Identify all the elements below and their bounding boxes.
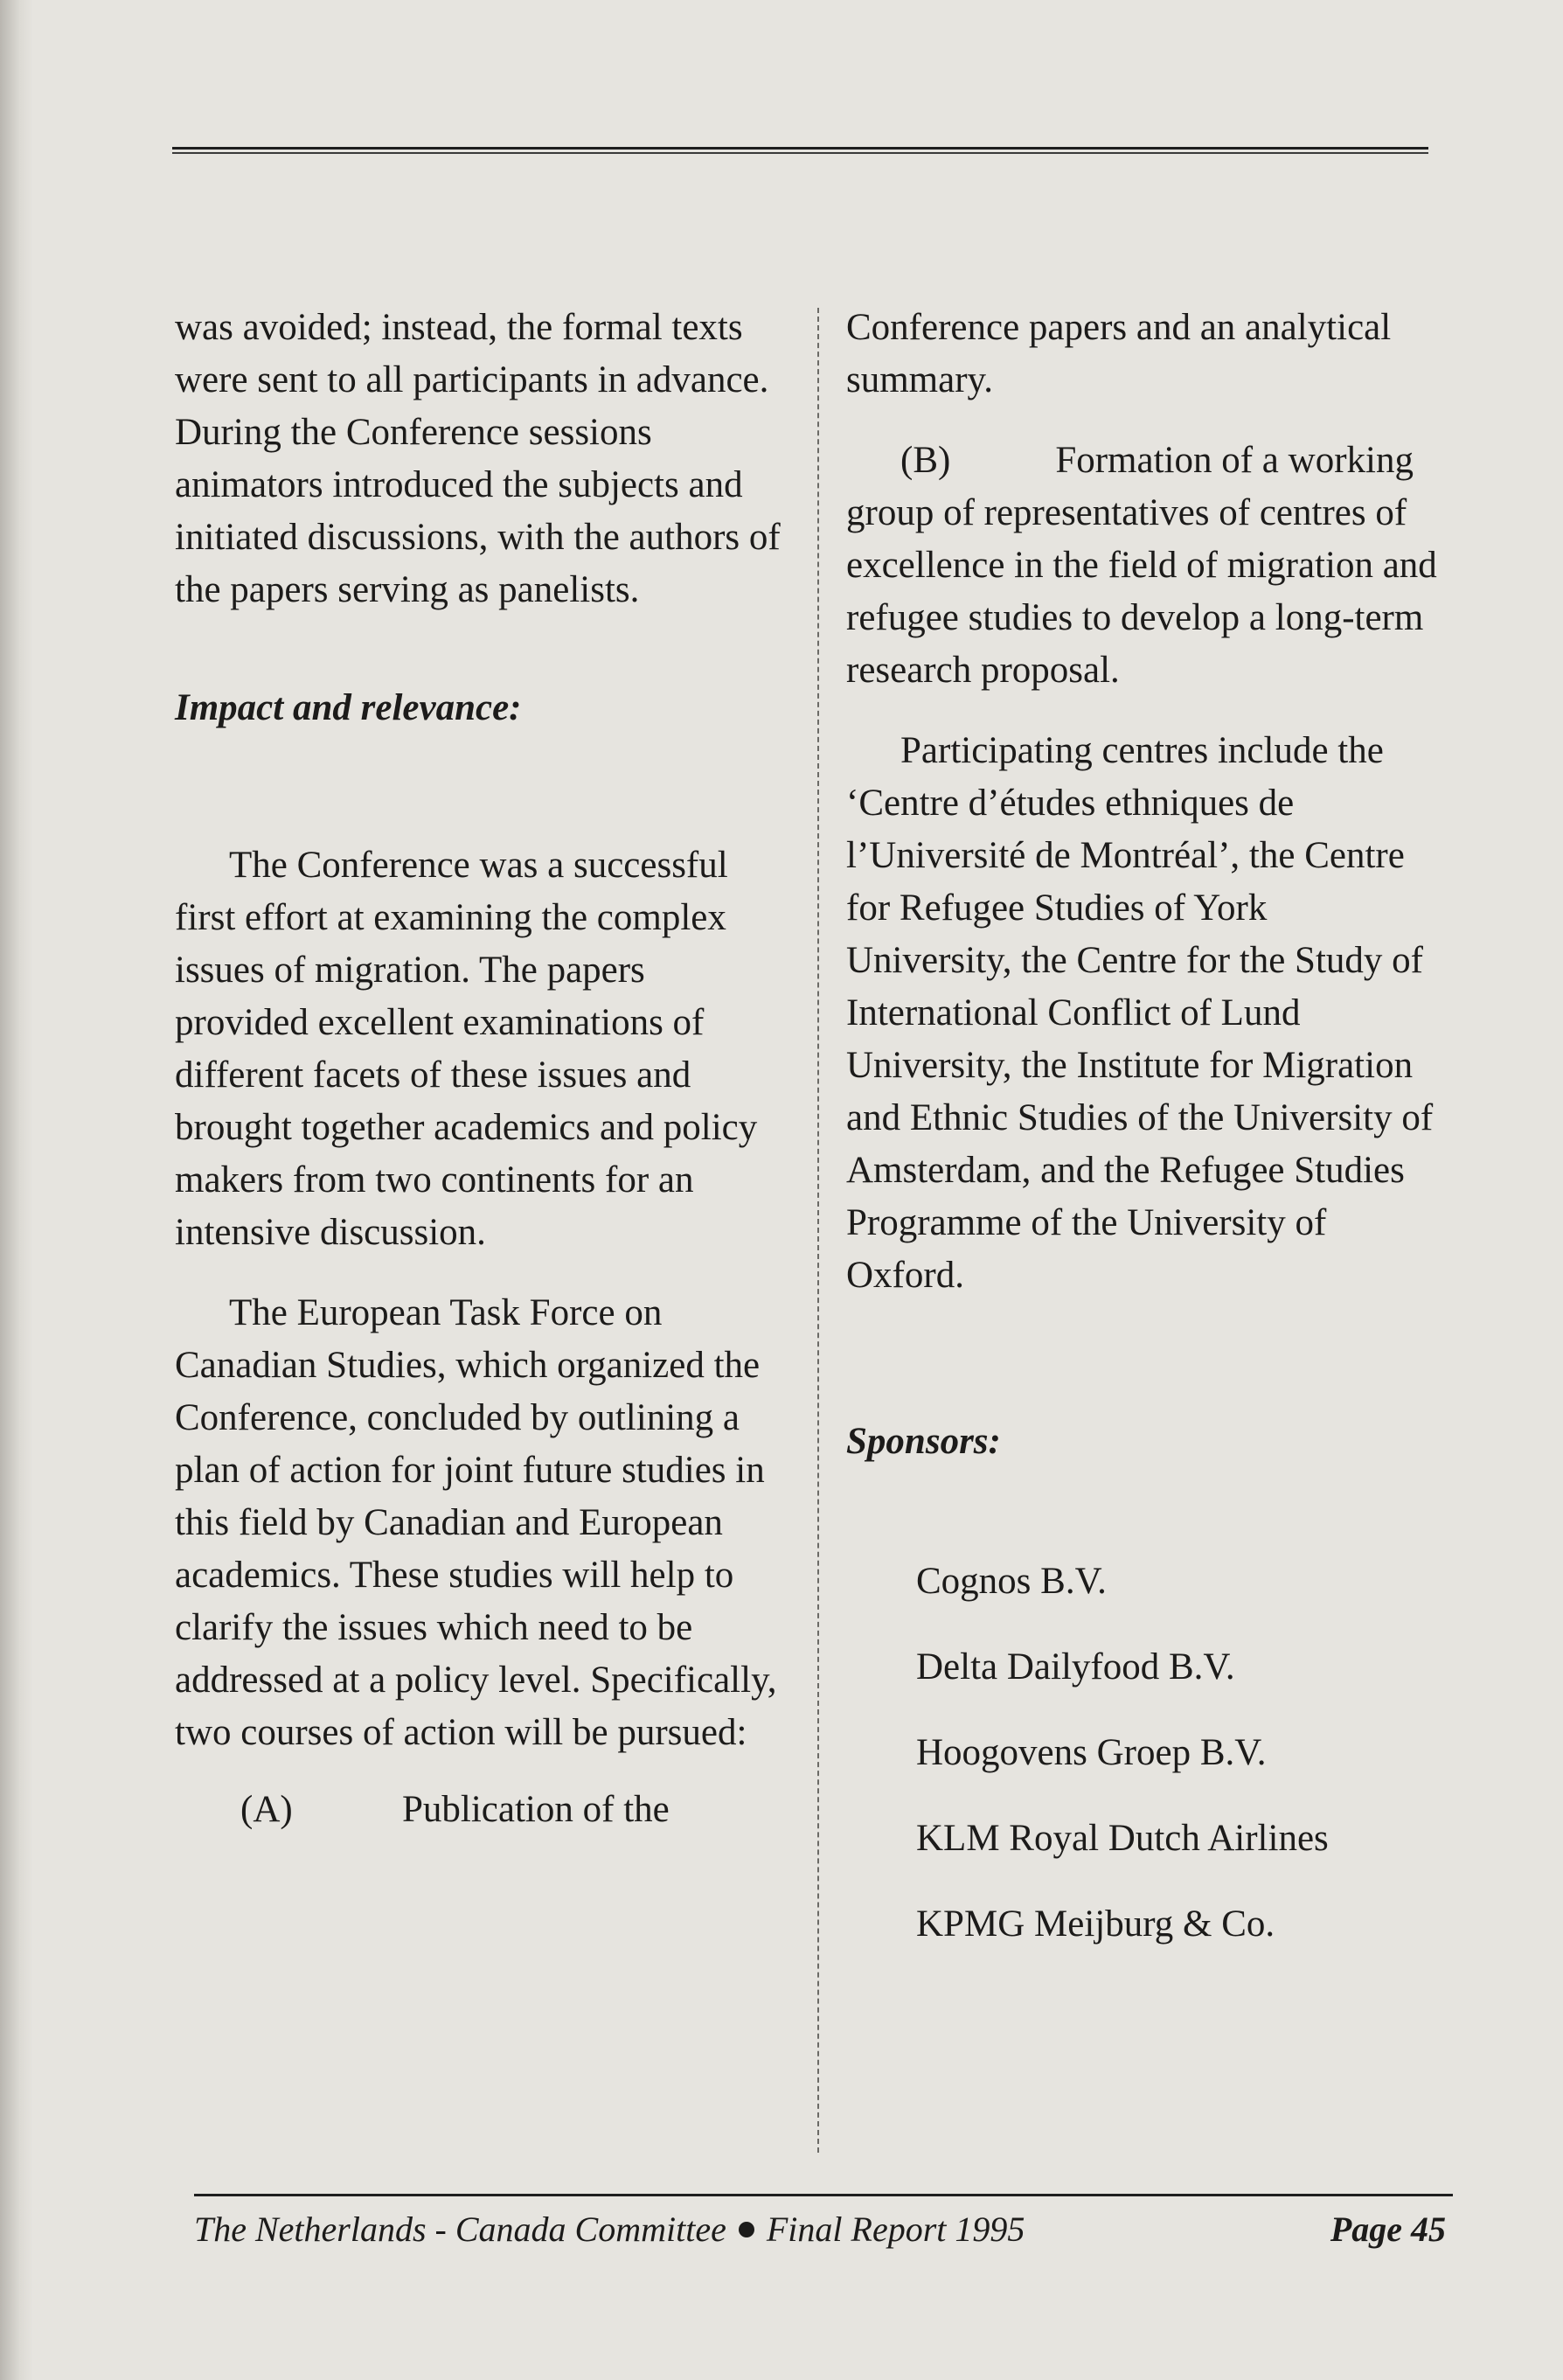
footer-rule bbox=[194, 2194, 1453, 2196]
sponsor-item: KPMG Meijburg & Co. bbox=[916, 1903, 1275, 1945]
page-number: Page 45 bbox=[1330, 2210, 1446, 2249]
sponsor-item: Cognos B.V. bbox=[916, 1561, 1107, 1602]
list-item-b bbox=[846, 435, 1441, 697]
sponsor-item: KLM Royal Dutch Airlines bbox=[916, 1818, 1329, 1859]
sponsor-item: Delta Dailyfood B.V. bbox=[916, 1646, 1235, 1688]
footer-title: The Netherlands - Canada Committee bbox=[194, 2210, 726, 2249]
paragraph: was avoided; instead, the formal texts were sent to all participants in advance. During the Conference sessions animators introduced the subjects and initiated discussions, with the authors of the papers serving as panelists. bbox=[175, 307, 781, 610]
list-marker: (A) bbox=[240, 1789, 293, 1830]
list-marker: (B) bbox=[900, 440, 951, 481]
header-rule bbox=[172, 147, 1428, 154]
page-footer bbox=[194, 2203, 1453, 2256]
page-edge-shadow bbox=[0, 0, 33, 2380]
right-column bbox=[846, 302, 1441, 1984]
paragraph: Conference papers and an analytical summary. bbox=[846, 307, 1392, 400]
paragraph: The European Task Force on Canadian Studies, which organized the Conference, concluded by outlining a plan of action for joint future studies in this field by Canadian and European academics. These studies will help to clarify the issues which need to be addressed at a policy level. Specifically, two courses of action will be pursued: bbox=[175, 1292, 777, 1753]
paragraph: The Conference was a successful first effort at examining the complex issues of migration. The papers provided excellent examinations of different facets of these issues and brought together academics and policy makers from two continents for an intensive discussion. bbox=[175, 845, 758, 1253]
section-heading-sponsors: Sponsors: bbox=[846, 1421, 1001, 1462]
list-text: Publication of the bbox=[402, 1789, 670, 1830]
section-heading-impact: Impact and relevance: bbox=[175, 687, 522, 728]
sponsor-list bbox=[846, 1555, 1441, 1951]
paragraph: Participating centres include the ‘Centre d’études ethniques de l’Université de Montréal’, the Centre for Refugee Studies of York University, the Centre for the Study of International Conflict of Lund University, the Institute for Migration and Ethnic Studies of the University of Amsterdam, and the Refugee Studies Programme of the University of Oxford. bbox=[846, 730, 1434, 1296]
column-divider bbox=[817, 308, 819, 2153]
list-item-a bbox=[175, 1784, 787, 1836]
sponsor-item: Hoogovens Groep B.V. bbox=[916, 1732, 1267, 1773]
list-text: Formation of a working group of representatives of centres of excellence in the field of migration and refugee studies to develop a long-term research proposal. bbox=[846, 440, 1437, 691]
bullet-icon bbox=[739, 2222, 754, 2237]
footer-report: Final Report 1995 bbox=[766, 2210, 1025, 2249]
left-column bbox=[175, 302, 787, 1836]
